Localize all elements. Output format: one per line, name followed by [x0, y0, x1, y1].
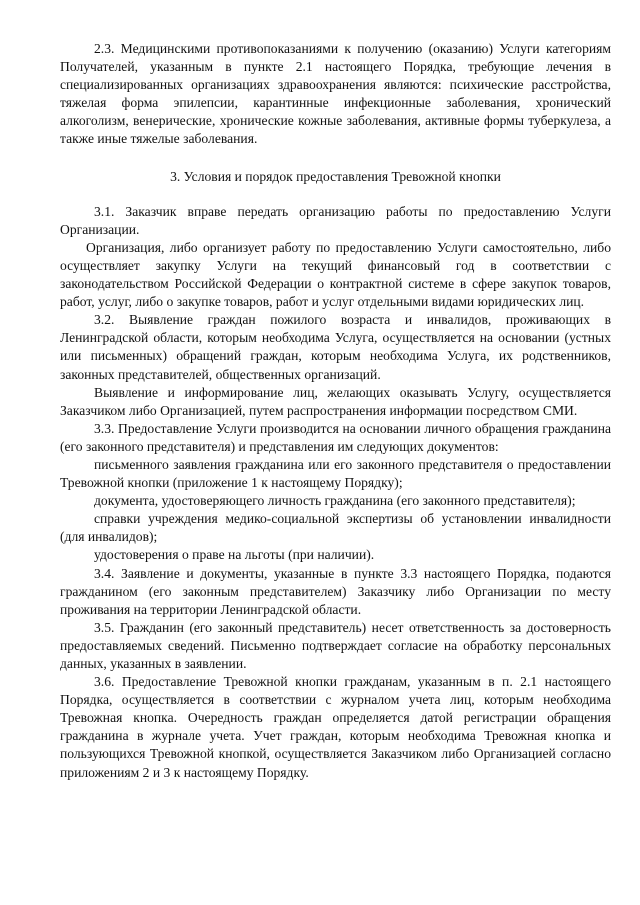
- spacer: [60, 149, 611, 168]
- paragraph-3-4: 3.4. Заявление и документы, указанные в пункте 3.3 настоящего Порядка, подаются гражданином (его законным представителем) Заказчику либо Организации по месту проживания на территории Ленинградской области.: [60, 565, 611, 617]
- paragraph-3-5: 3.5. Гражданин (его законный представитель) несет ответственность за достоверность предоставляемых сведений. Письменно подтверждает согласие на обработку персональных данных, указанных в заявлении.: [60, 619, 611, 671]
- spacer: [60, 186, 611, 203]
- paragraph-3-2-b: Выявление и информирование лиц, желающих оказывать Услугу, осуществляется Заказчиком либо Организацией, путем распространения информации посредством СМИ.: [60, 384, 611, 418]
- paragraph-2-3: 2.3. Медицинскими противопоказаниями к получению (оказанию) Услуги категориям Получателей, указанным в пункте 2.1 настоящего Порядка, требующие лечения в специализированных организациях здравоохранения являются: психические расстройства, тяжелая форма эпилепсии, карантинные инфекционные заболевания, хронический алкоголизм, венерические, хронические кожные заболевания, активные формы туберкулеза, а также иные тяжелые заболевания.: [60, 41, 611, 147]
- paragraph-3-2: 3.2. Выявление граждан пожилого возраста и инвалидов, проживающих в Ленинградской области, которым необходима Услуга, осуществляется на основании (устных или письменных) обращений граждан, которым необходима Услуга, их родственников, законных представителей, общественных организаций.: [60, 312, 611, 382]
- paragraph-3-1-b: Организация, либо организует работу по предоставлению Услуги самостоятельно, либо осуществляет закупку Услуги на текущий финансовый год в соответствии с законодательством Российской Федерации о контрактной системе в сфере закупок товаров, работ, услуг, либо о закупке товаров, работ и услуг отдельными видами юридических лиц.: [60, 239, 611, 310]
- paragraph-3-1: 3.1. Заказчик вправе передать организацию работы по предоставлению Услуги Организации.: [60, 203, 611, 237]
- paragraph-3-3-item-4: удостоверения о праве на льготы (при наличии).: [94, 547, 375, 563]
- paragraph-3-6: 3.6. Предоставление Тревожной кнопки гражданам, указанным в п. 2.1 настоящего Порядка, осуществляется в соответствии с журналом учета лиц, которым необходима Тревожная кнопка. Очередность граждан определяется датой регистрации обращения гражданина в журнале учета. Учет граждан, которым необходима Тревожная кнопка и пользующихся Тревожной кнопкой, осуществляется Заказчиком либо Организацией согласно приложениям 2 и 3 к настоящему Порядку.: [60, 674, 611, 780]
- section-3-title: 3. Условия и порядок предоставления Тревожной кнопки: [170, 168, 501, 184]
- paragraph-3-3: 3.3. Предоставление Услуги производится на основании личного обращения гражданина (его законного представителя) и представления им следующих документов:: [60, 420, 611, 454]
- paragraph-3-3-item-2: документа, удостоверяющего личность гражданина (его законного представителя);: [94, 493, 576, 509]
- paragraph-3-3-item-3: справки учреждения медико-социальной экспертизы об установлении инвалидности (для инвалидов);: [60, 511, 611, 545]
- paragraph-3-3-item-1: письменного заявления гражданина или его законного представителя о предоставлении Тревожной кнопки (приложение 1 к настоящему Порядку);: [60, 456, 611, 491]
- document-page: [60, 40, 611, 782]
